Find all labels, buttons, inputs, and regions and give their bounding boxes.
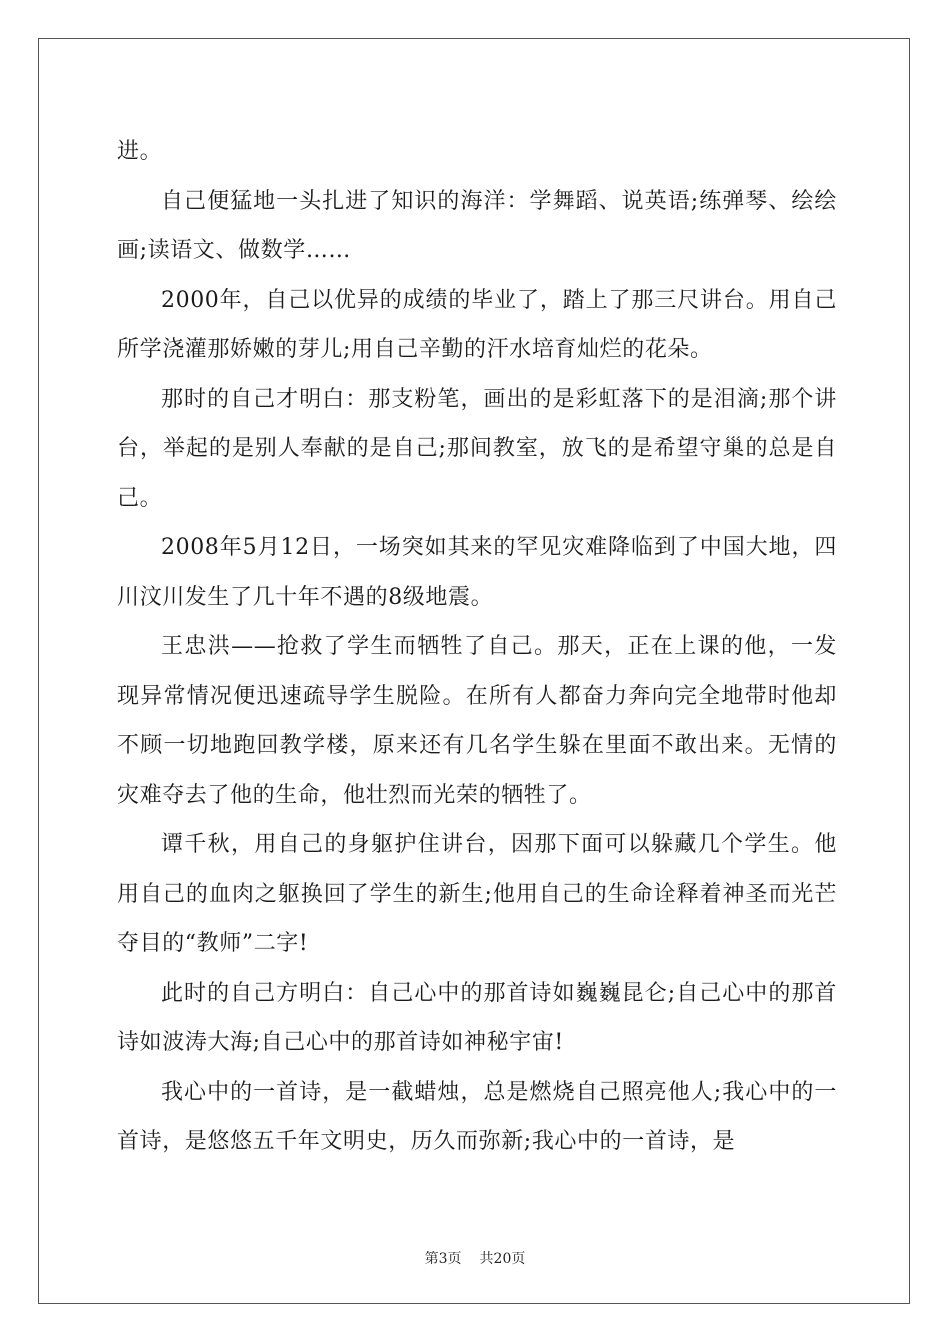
page-number: 第3页	[424, 1251, 462, 1267]
paragraph-4: 那时的自己才明白：那支粉笔，画出的是彩虹落下的是泪滴;那个讲台，举起的是别人奉献的是自己;那间教室，放飞的是希望守巢的总是自己。	[117, 386, 837, 511]
paragraph-2: 自己便猛地一头扎进了知识的海洋：学舞蹈、说英语;练弹琴、绘绘画;读语文、做数学……	[117, 188, 837, 263]
paragraph-7: 谭千秋，用自己的身躯护住讲台，因那下面可以躲藏几个学生。他用自己的血肉之躯换回了学生的新生;他用自己的生命诠释着神圣而光芒夺目的“教师”二字!	[117, 832, 837, 956]
page-footer	[0, 1248, 950, 1268]
paragraph-1: 进。	[117, 139, 163, 164]
paragraph-9: 我心中的一首诗，是一截蜡烛，总是燃烧自己照亮他人;我心中的一首诗，是悠悠五千年文明史，历久而弥新;我心中的一首诗，是	[117, 1079, 837, 1154]
page-total: 共20页	[479, 1251, 526, 1267]
paragraph-8: 此时的自己方明白：自己心中的那首诗如巍巍昆仑;自己心中的那首诗如波涛大海;自己心中的那首诗如神秘宇宙!	[117, 980, 837, 1055]
paragraph-6: 王忠洪——抢救了学生而牺牲了自己。那天，正在上课的他，一发现异常情况便迅速疏导学生脱险。在所有人都奋力奔向完全地带时他却不顾一切地跑回教学楼，原来还有几名学生躲在里面不敢出来。无情的灾难夺去了他的生命，他壮烈而光荣的牺牲了。	[117, 634, 837, 808]
paragraph-3: 2000年，自己以优异的成绩的毕业了，踏上了那三尺讲台。用自己所学浇灌那娇嫩的芽儿;用自己辛勤的汗水培育灿烂的花朵。	[117, 287, 837, 362]
paragraph-5: 2008年5月12日，一场突如其来的罕见灾难降临到了中国大地，四川汶川发生了几十年不遇的8级地震。	[117, 535, 837, 610]
document-body	[117, 127, 837, 1167]
